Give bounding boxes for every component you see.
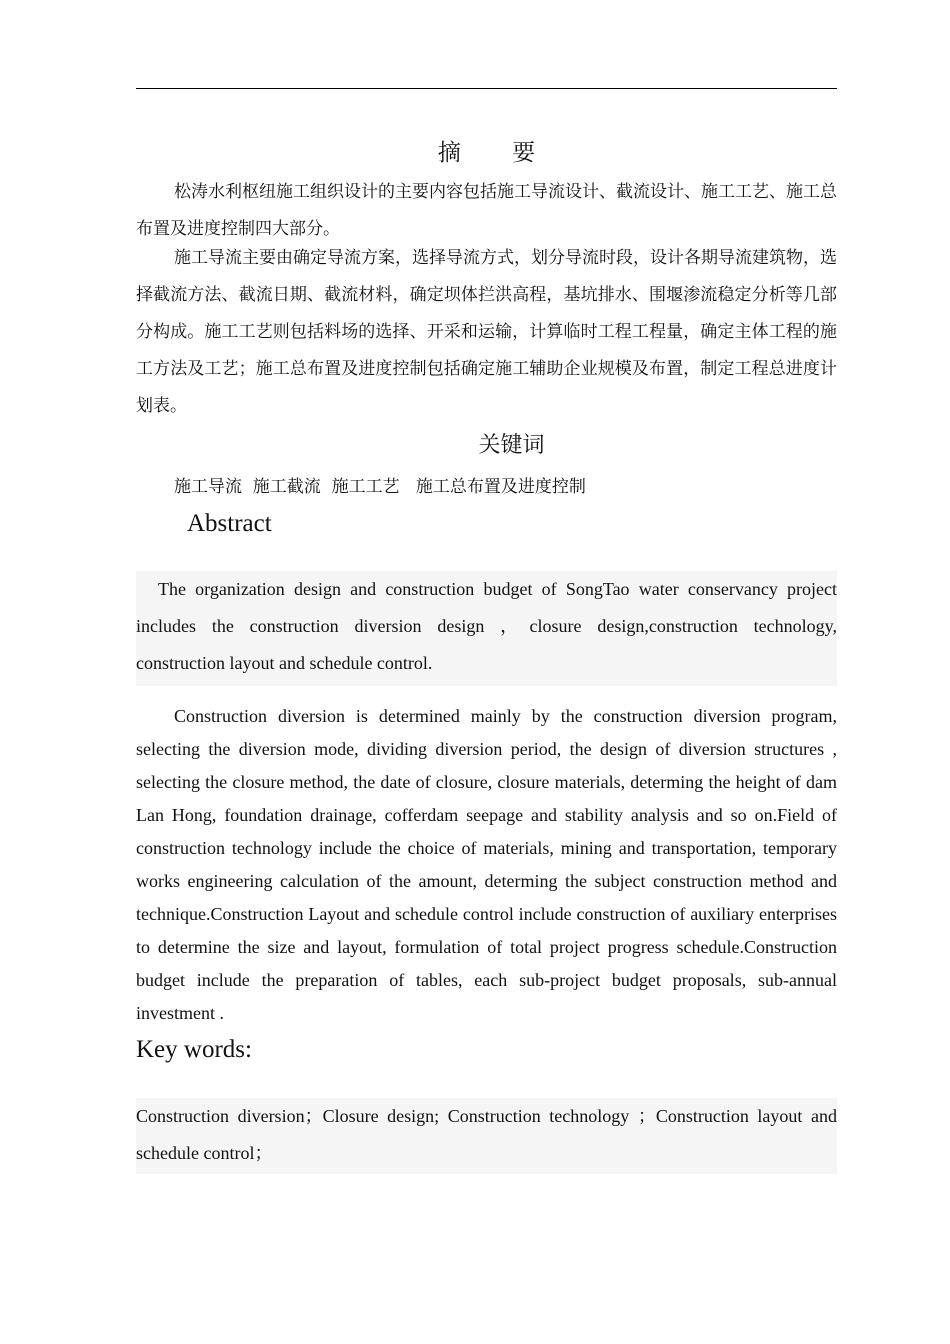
- abstract-en-paragraph-2: Construction diversion is determined mainly by the construction diversion program, selecting the diversion mode, dividing diversion period, the design of diversion structures , selecting the closure method, the date of closure, closure materials, determing the height of dam Lan Hong, foundation drainage, cofferdam seepage and stability analysis and so on.Field of construction technology include the choice of materials, mining and transportation, temporary works engineering calculation of the amount, determing the subject construction method and technique.Construction Layout and schedule control include construction of auxiliary enterprises to determine the size and layout, formulation of total project progress schedule.Construction budget include the preparation of tables, each sub-project budget proposals, sub-annual investment .: [136, 706, 837, 1023]
- abstract-title-en: Abstract: [187, 510, 272, 537]
- keywords-heading-en: Key words:: [136, 1036, 252, 1063]
- keywords-zh: 施工导流 施工截流 施工工艺 施工总布置及进度控制: [174, 477, 586, 497]
- header-rule: [136, 88, 837, 89]
- keywords-en: Construction diversion；Closure design; Construction technology ；Construction layout and schedule control；: [136, 1098, 837, 1174]
- abstract-en-paragraph-1: The organization design and construction budget of SongTao water conservancy project includes the construction diversion design ，closure design,construction technology, construction layout and schedule control.: [136, 571, 837, 686]
- keywords-heading-zh: 关键词: [478, 433, 545, 458]
- abstract-zh-paragraph-1: 松涛水利枢纽施工组织设计的主要内容包括施工导流设计、截流设计、施工工艺、施工总布置及进度控制四大部分。: [136, 182, 837, 239]
- abstract-zh-paragraph-2: 施工导流主要由确定导流方案，选择导流方式，划分导流时段，设计各期导流建筑物，选择截流方法、截流日期、截流材料，确定坝体拦洪高程，基坑排水、围堰渗流稳定分析等几部分构成。施工工艺则包括料场的选择、开采和运输，计算临时工程工程量，确定主体工程的施工方法及工艺；施工总布置及进度控制包括确定施工辅助企业规模及布置，制定工程总进度计划表。: [136, 248, 837, 416]
- abstract-title-zh: 摘 要: [437, 140, 558, 166]
